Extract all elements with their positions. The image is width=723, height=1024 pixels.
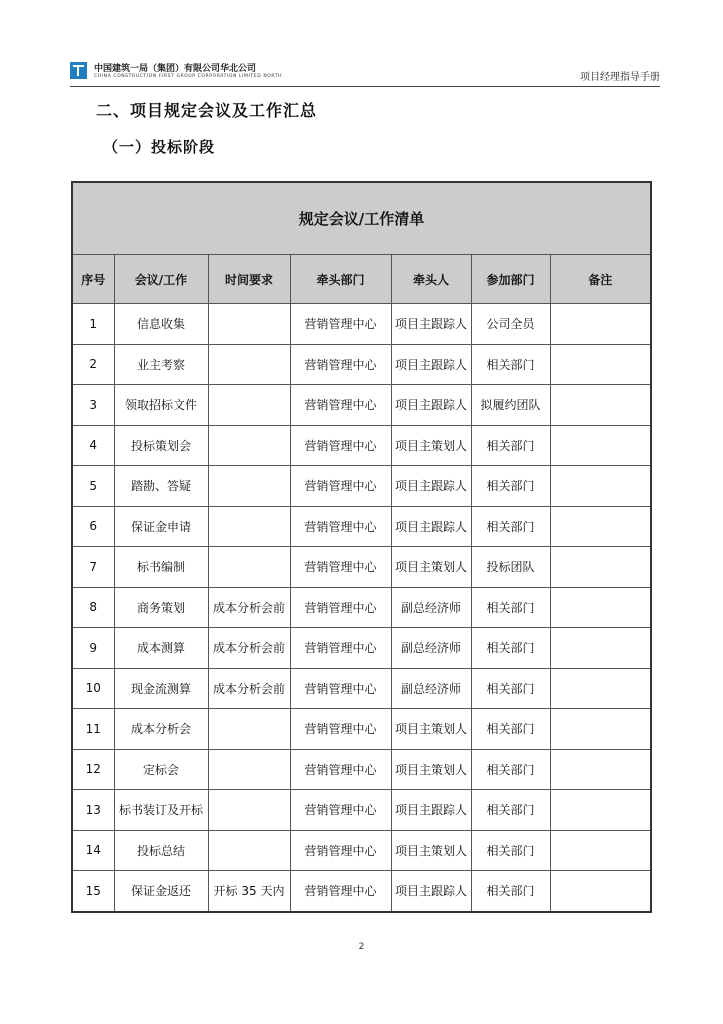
table-row [72, 628, 651, 669]
table-cell [208, 709, 290, 750]
table-cell: 相关部门 [471, 506, 550, 547]
table-cell: 11 [72, 709, 114, 750]
table-cell: 2 [72, 344, 114, 385]
table-cell: 现金流测算 [114, 668, 208, 709]
table-cell [208, 425, 290, 466]
table-cell: 拟履约团队 [471, 385, 550, 426]
company-name: 中国建筑一局（集团）有限公司华北公司 [94, 64, 257, 74]
table-cell: 踏勘、答疑 [114, 466, 208, 507]
table-cell: 成本分析会前 [208, 668, 290, 709]
table-cell: 营销管理中心 [290, 385, 391, 426]
meeting-work-table [71, 181, 652, 913]
table-cell: 项目主跟踪人 [391, 344, 471, 385]
table-row [72, 344, 651, 385]
column-header: 参加部门 [471, 255, 550, 304]
table-title-row [72, 182, 651, 255]
table-cell [550, 425, 651, 466]
table-cell: 定标会 [114, 749, 208, 790]
column-header: 序号 [72, 255, 114, 304]
table-cell [550, 506, 651, 547]
table-cell: 开标 35 天内 [208, 871, 290, 912]
table-cell [550, 830, 651, 871]
table-cell: 副总经济师 [391, 628, 471, 669]
table-row [72, 668, 651, 709]
table-cell: 相关部门 [471, 466, 550, 507]
table-cell: 成本分析会 [114, 709, 208, 750]
table-cell: 相关部门 [471, 425, 550, 466]
table-cell [208, 506, 290, 547]
table-cell: 营销管理中心 [290, 871, 391, 912]
table-cell: 相关部门 [471, 628, 550, 669]
table-cell: 营销管理中心 [290, 344, 391, 385]
column-header: 时间要求 [208, 255, 290, 304]
table-cell [550, 587, 651, 628]
table-cell: 营销管理中心 [290, 749, 391, 790]
table-cell [550, 871, 651, 912]
table-cell [550, 668, 651, 709]
table-cell: 领取招标文件 [114, 385, 208, 426]
table-cell [208, 749, 290, 790]
table-cell: 10 [72, 668, 114, 709]
company-logo-icon [70, 62, 87, 79]
table-cell: 项目主跟踪人 [391, 385, 471, 426]
table-cell: 相关部门 [471, 790, 550, 831]
page-number: 2 [358, 942, 365, 952]
table-cell: 项目主跟踪人 [391, 466, 471, 507]
table-cell: 成本分析会前 [208, 587, 290, 628]
table-cell: 15 [72, 871, 114, 912]
table-cell [550, 709, 651, 750]
table-cell [550, 547, 651, 588]
table-cell: 项目主跟踪人 [391, 304, 471, 345]
table-row [72, 749, 651, 790]
table-row [72, 871, 651, 912]
table-cell [550, 790, 651, 831]
table-row [72, 385, 651, 426]
table-cell: 相关部门 [471, 749, 550, 790]
table-cell: 项目主跟踪人 [391, 506, 471, 547]
table-cell: 6 [72, 506, 114, 547]
table-cell: 7 [72, 547, 114, 588]
table-cell: 标书编制 [114, 547, 208, 588]
table-row [72, 709, 651, 750]
table-cell: 9 [72, 628, 114, 669]
table-cell: 标书装订及开标 [114, 790, 208, 831]
table-cell [208, 304, 290, 345]
section-heading: 二、项目规定会议及工作汇总 [96, 101, 318, 120]
table-cell: 相关部门 [471, 830, 550, 871]
table-cell: 3 [72, 385, 114, 426]
table-cell: 项目主策划人 [391, 709, 471, 750]
table-row [72, 587, 651, 628]
table-cell: 营销管理中心 [290, 668, 391, 709]
table-cell: 营销管理中心 [290, 547, 391, 588]
table-cell [550, 466, 651, 507]
table-cell: 相关部门 [471, 871, 550, 912]
column-header: 会议/工作 [114, 255, 208, 304]
table-cell: 副总经济师 [391, 668, 471, 709]
table-cell: 营销管理中心 [290, 425, 391, 466]
table-cell: 商务策划 [114, 587, 208, 628]
table-cell: 相关部门 [471, 344, 550, 385]
table-row [72, 506, 651, 547]
table-cell: 营销管理中心 [290, 628, 391, 669]
table-cell [550, 385, 651, 426]
table-cell: 项目主策划人 [391, 749, 471, 790]
table-cell: 保证金返还 [114, 871, 208, 912]
table-cell: 投标总结 [114, 830, 208, 871]
table-cell [550, 344, 651, 385]
table-row [72, 790, 651, 831]
column-header: 备注 [550, 255, 651, 304]
table-row [72, 547, 651, 588]
table-cell: 14 [72, 830, 114, 871]
column-header: 牵头部门 [290, 255, 391, 304]
company-name-english: CHINA CONSTRUCTION FIRST GROUP CORPORATION LIMITED NORTH [94, 74, 283, 79]
table-header-row [72, 255, 651, 304]
table-cell: 营销管理中心 [290, 466, 391, 507]
table-cell: 相关部门 [471, 709, 550, 750]
table-cell: 13 [72, 790, 114, 831]
table-cell: 项目主策划人 [391, 547, 471, 588]
manual-title: 项目经理指导手册 [580, 72, 660, 83]
table-cell: 公司全员 [471, 304, 550, 345]
table-cell [208, 547, 290, 588]
table-title: 规定会议/工作清单 [72, 182, 651, 255]
table-row [72, 830, 651, 871]
table-cell: 项目主策划人 [391, 830, 471, 871]
table-cell: 项目主策划人 [391, 425, 471, 466]
table-cell: 营销管理中心 [290, 790, 391, 831]
table-cell: 相关部门 [471, 587, 550, 628]
table-cell: 营销管理中心 [290, 709, 391, 750]
table-cell [208, 385, 290, 426]
table-cell [550, 749, 651, 790]
table-cell [550, 304, 651, 345]
column-header: 牵头人 [391, 255, 471, 304]
table-cell: 4 [72, 425, 114, 466]
table-cell [208, 830, 290, 871]
table-cell: 成本分析会前 [208, 628, 290, 669]
table-cell: 副总经济师 [391, 587, 471, 628]
table-cell: 业主考察 [114, 344, 208, 385]
table-cell: 5 [72, 466, 114, 507]
table-cell: 营销管理中心 [290, 830, 391, 871]
table-cell: 营销管理中心 [290, 587, 391, 628]
table-cell: 营销管理中心 [290, 506, 391, 547]
table-cell [208, 790, 290, 831]
table-row [72, 304, 651, 345]
subsection-heading: （一）投标阶段 [103, 138, 216, 156]
table-row [72, 466, 651, 507]
table-cell: 保证金申请 [114, 506, 208, 547]
table-cell: 成本测算 [114, 628, 208, 669]
table-cell: 8 [72, 587, 114, 628]
table-cell: 投标团队 [471, 547, 550, 588]
table-cell: 信息收集 [114, 304, 208, 345]
table-cell [208, 344, 290, 385]
table-cell: 12 [72, 749, 114, 790]
table-cell: 相关部门 [471, 668, 550, 709]
table-cell [550, 628, 651, 669]
table-cell: 项目主跟踪人 [391, 790, 471, 831]
table-cell [208, 466, 290, 507]
table-row [72, 425, 651, 466]
table-cell: 项目主跟踪人 [391, 871, 471, 912]
table-cell: 1 [72, 304, 114, 345]
page-header [70, 58, 660, 87]
table-cell: 营销管理中心 [290, 304, 391, 345]
table-cell: 投标策划会 [114, 425, 208, 466]
